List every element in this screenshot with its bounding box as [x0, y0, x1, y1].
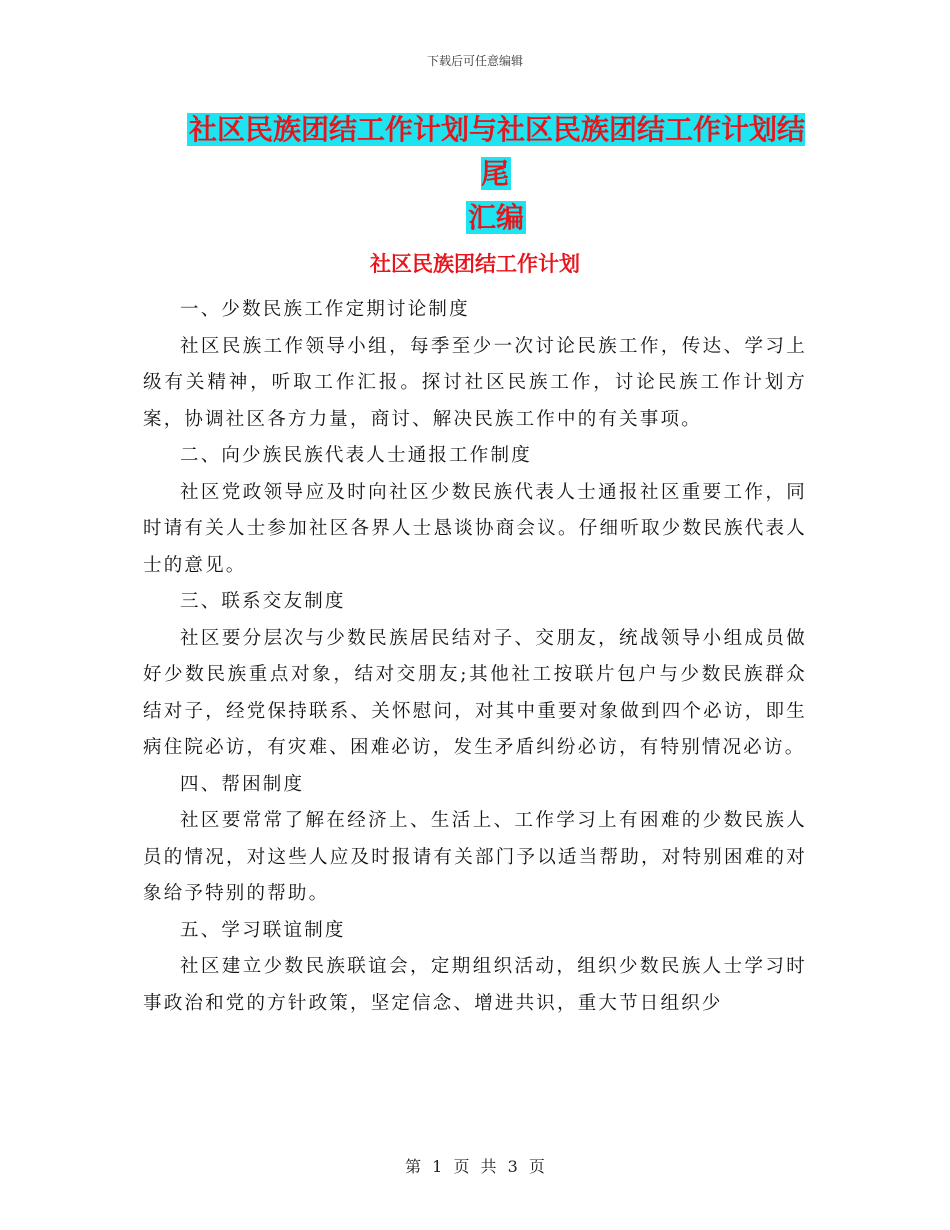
title-line-2: 汇编: [467, 201, 524, 234]
heading-1: 一、少数民族工作定期讨论制度: [180, 299, 470, 320]
heading-5: 五、学习联谊制度: [180, 919, 346, 941]
paragraph-4: 社区要常常了解在经济上、生活上、工作学习上有困难的少数民族人员的情况，对这些人应及时报请有关部门予以适当帮助，对特别困难的对象给予特别的帮助。: [143, 810, 807, 904]
title-line-1: 社区民族团结工作计划与社区民族团结工作计划结尾: [188, 113, 805, 190]
header-note: 下载后可任意编辑: [426, 54, 523, 68]
paragraph-2: 社区党政领导应及时向社区少数民族代表人士通报社区重要工作，同时请有关人士参加社区各界人士恳谈协商会议。仔细听取少数民族代表人士的意见。: [143, 481, 807, 576]
section-title: 社区民族团结工作计划: [370, 252, 580, 276]
heading-2: 二、向少族民族代表人士通报工作制度: [180, 445, 532, 466]
paragraph-5: 社区建立少数民族联谊会，定期组织活动，组织少数民族人士学习时事政治和党的方针政策，坚定信念、增进共识，重大节日组织少: [143, 956, 807, 1014]
document-title: [186, 108, 806, 240]
heading-4: 四、帮困制度: [180, 773, 305, 795]
paragraph-1: 社区民族工作领导小组，每季至少一次讨论民族工作，传达、学习上级有关精神，听取工作汇报。探讨社区民族工作，讨论民族工作计划方案，协调社区各方力量，商讨、解决民族工作中的有关事项。: [143, 335, 807, 430]
document-body: [143, 292, 807, 1022]
paragraph-3: 社区要分层次与少数民族居民结对子、交朋友，统战领导小组成员做好少数民族重点对象，结对交朋友;其他社工按联片包户与少数民族群众结对子，经党保持联系、关怀慰问，对其中重要对象做到四个必访，即生病住院必访，有灾难、困难必访，发生矛盾纠纷必访，有特别情况必访。: [143, 627, 807, 758]
page-footer: 第 1 页 共 3 页: [405, 1157, 545, 1176]
heading-3: 三、联系交友制度: [180, 591, 346, 612]
